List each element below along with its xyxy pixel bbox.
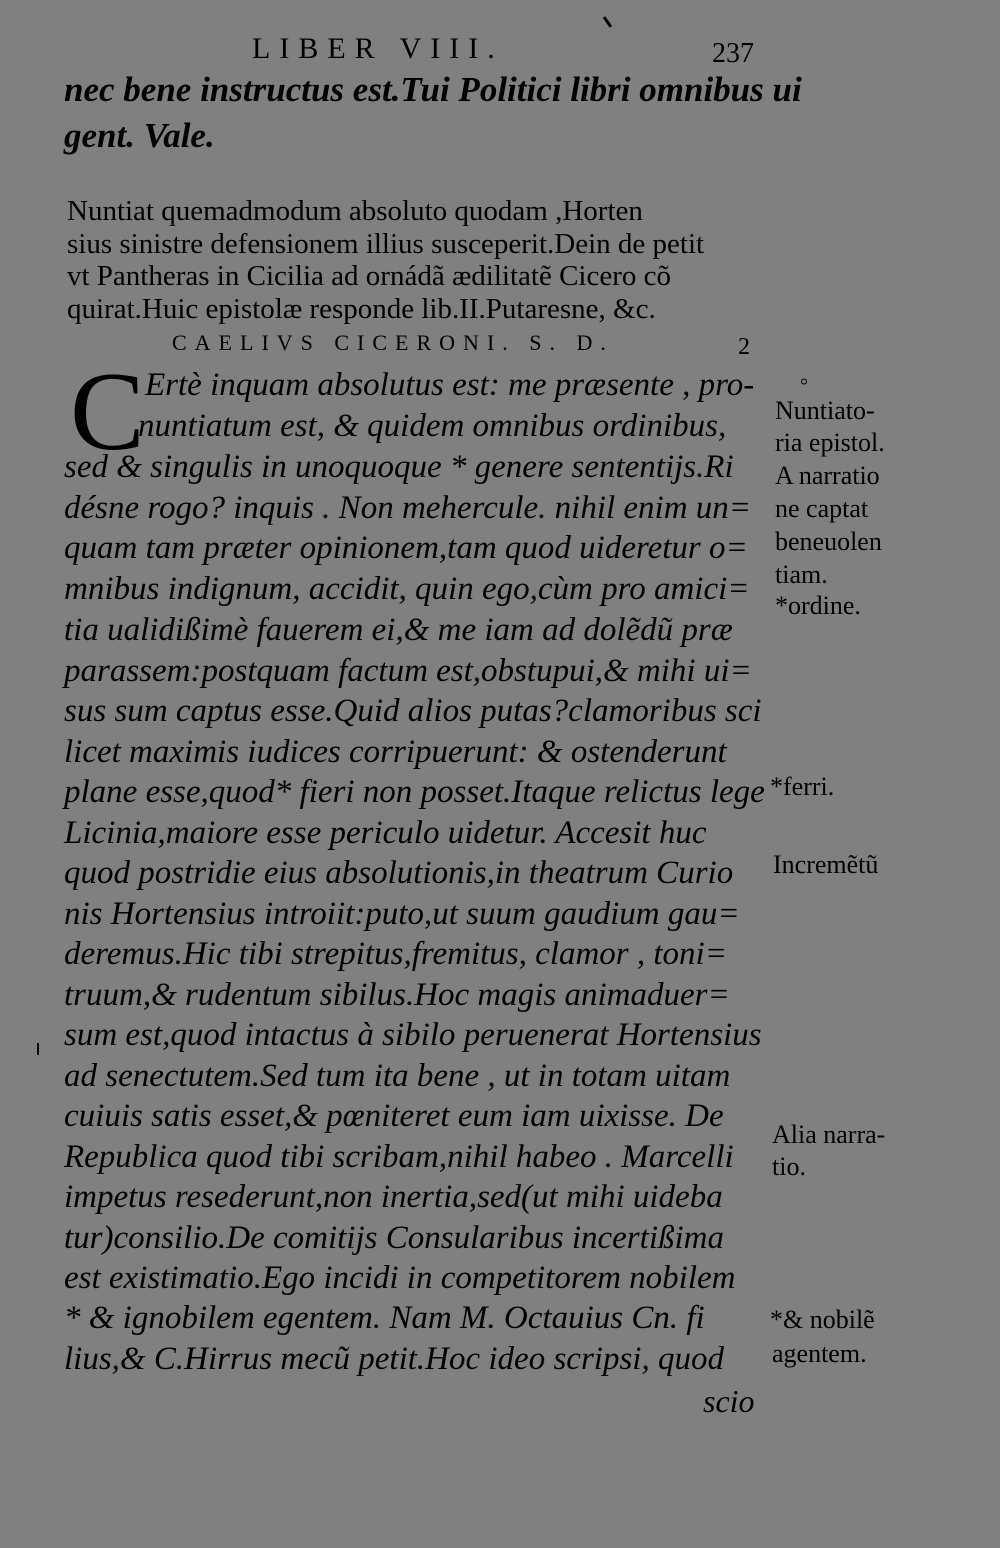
marginal-note: Nuntiato- xyxy=(775,396,875,425)
text-line: quirat.Huic epistolæ responde lib.II.Putaresne, &c. xyxy=(67,293,656,325)
marginal-note: tiam. xyxy=(775,560,828,589)
running-head: LIBER VIII. xyxy=(252,32,504,65)
stray-mark xyxy=(37,1043,39,1055)
marginal-note: beneuolen xyxy=(775,527,882,556)
text-line: * & ignobilem egentem. Nam M. Octauius Cn. fi xyxy=(64,1300,705,1336)
text-line: ad senectutem.Sed tum ita bene , ut in totam uitam xyxy=(64,1058,731,1094)
marginal-note: Alia narra- xyxy=(772,1120,886,1149)
text-line: mnibus indignum, accidit, quin ego,cùm pro amici= xyxy=(64,571,750,607)
text-line: sius sinistre defensionem illius susceperit.Dein de petit xyxy=(67,228,705,260)
text-line: sum est,quod intactus à sibilo peruenerat Hortensius xyxy=(64,1017,762,1053)
text-line: vt Pantheras in Cicilia ad ornádã ædilitatẽ Cicero cõ xyxy=(67,260,671,292)
text-line: gent. Vale. xyxy=(64,116,215,155)
text-line: est existimatio.Ego incidi in competitorem nobilem xyxy=(64,1260,736,1296)
text-line: impetus resederunt,non inertia,sed(ut mihi uideba xyxy=(64,1179,723,1215)
catchword: scio xyxy=(703,1383,755,1419)
page-header xyxy=(0,32,1000,72)
drop-cap: C xyxy=(70,350,145,474)
marginal-note: tio. xyxy=(772,1152,806,1181)
letter-title: CAELIVS CICERONI. S. D. xyxy=(172,330,614,355)
marginal-note: *& nobilẽ xyxy=(770,1305,875,1334)
marginal-note: *ordine. xyxy=(775,591,861,620)
page-number: 237 xyxy=(712,38,754,69)
marginal-note: ria epistol. xyxy=(775,428,885,457)
text-line: Ertè inquam absolutus est: me præsente , pro- xyxy=(145,367,755,403)
text-line: Licinia,maiore esse periculo uidetur. Accesit huc xyxy=(64,815,707,851)
marginal-note: *ferri. xyxy=(770,772,835,801)
text-line: Nuntiat quemadmodum absoluto quodam ,Horten xyxy=(67,195,643,227)
text-line: licet maximis iudices corripuerunt: & ostenderunt xyxy=(64,734,727,770)
text-line: parassem:postquam factum est,obstupui,& mihi ui= xyxy=(64,653,752,689)
text-line: sed & singulis in unoquoque * genere sententijs.Ri xyxy=(64,449,734,485)
letter-number: 2 xyxy=(738,334,750,360)
text-line: tur)consilio.De comitijs Consularibus incertißima xyxy=(64,1220,724,1256)
text-line: sus sum captus esse.Quid alios putas?clamoribus sci xyxy=(64,693,762,729)
text-line: lius,& C.Hirrus mecũ petit.Hoc ideo scripsi, quod xyxy=(64,1341,724,1377)
marginal-note: ne captat xyxy=(775,494,869,523)
marginal-note: agentem. xyxy=(772,1339,867,1368)
text-line: tia ualidißimè fauerem ei,& me iam ad dolẽdũ præ xyxy=(64,612,733,648)
text-line: truum,& rudentum sibilus.Hoc magis animaduer= xyxy=(64,977,730,1013)
text-line: nec bene instructus est.Tui Politici libri omnibus ui xyxy=(64,70,802,109)
text-line: quod postridie eius absolutionis,in theatrum Curio xyxy=(64,855,734,891)
text-line: désne rogo? inquis . Non mehercule. nihil enim un= xyxy=(64,490,752,526)
text-line: plane esse,quod* fieri non posset.Itaque relictus lege xyxy=(64,774,765,810)
marginal-note: A narratio xyxy=(775,461,880,490)
stray-mark xyxy=(603,16,612,28)
text-line: quam tam præter opinionem,tam quod uideretur o= xyxy=(64,530,748,566)
text-line: deremus.Hic tibi strepitus,fremitus, clamor , toni= xyxy=(64,936,727,972)
text-line: nuntiatum est, & quidem omnibus ordinibus, xyxy=(138,408,727,444)
text-line: Republica quod tibi scribam,nihil habeo . Marcelli xyxy=(64,1139,734,1175)
marginal-note: Incremẽtũ xyxy=(773,850,879,879)
text-line: cuiuis satis esset,& pœniteret eum iam uixisse. De xyxy=(64,1098,724,1134)
marginal-note: ° xyxy=(800,375,808,397)
text-line: nis Hortensius introiit:puto,ut suum gaudium gau= xyxy=(64,896,740,932)
